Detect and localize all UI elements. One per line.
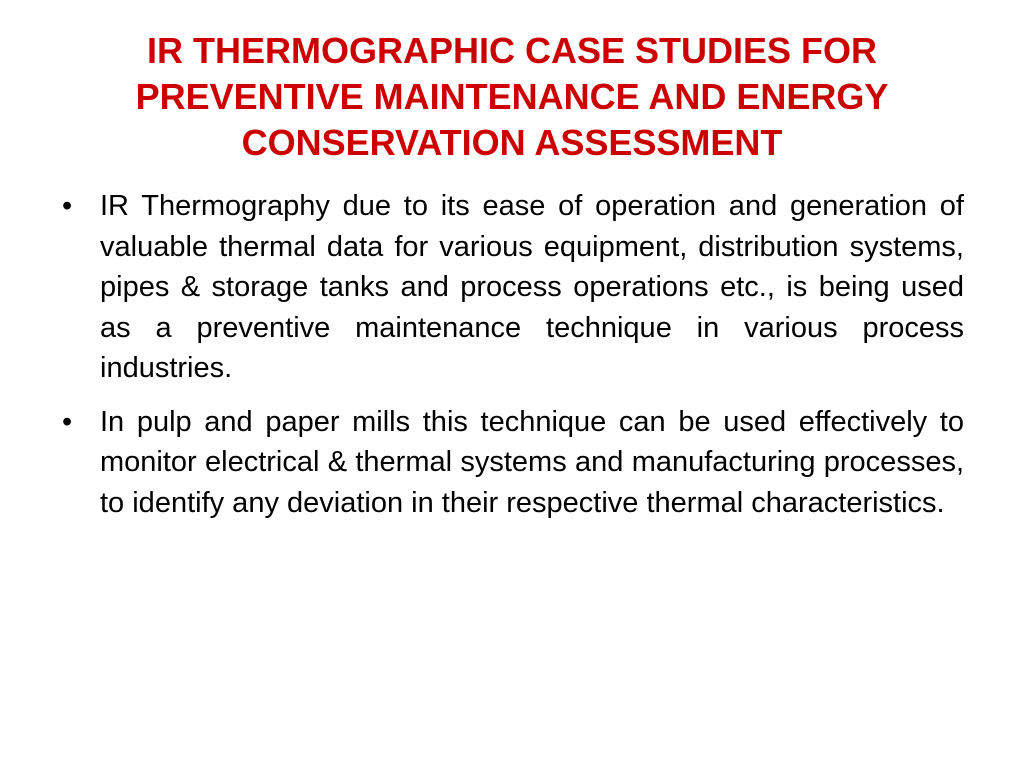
bullet-item-1 [58, 186, 964, 389]
bullet-text-2: In pulp and paper mills this technique can be used effectively to monitor electrical & thermal systems and manufacturing processes, to identify any deviation in their respective thermal characteristics. [100, 405, 964, 519]
title-line-1: IR THERMOGRAPHIC CASE STUDIES FOR [146, 30, 878, 71]
bullet-item-2 [58, 402, 964, 524]
bullet-text-1: IR Thermography due to its ease of operation and generation of valuable thermal data for various equipment, distribution systems, pipes & storage tanks and process operations etc., is being used as a preventive maintenance technique in various process industries. [100, 190, 964, 384]
bullet-list [58, 186, 964, 536]
title-line-3: CONSERVATION ASSESSMENT [241, 122, 783, 163]
bullet-marker-icon: • [62, 190, 73, 222]
slide-title [60, 28, 964, 166]
title-line-2: PREVENTIVE MAINTENANCE AND ENERGY [135, 76, 889, 117]
bullet-marker-icon: • [62, 405, 73, 438]
